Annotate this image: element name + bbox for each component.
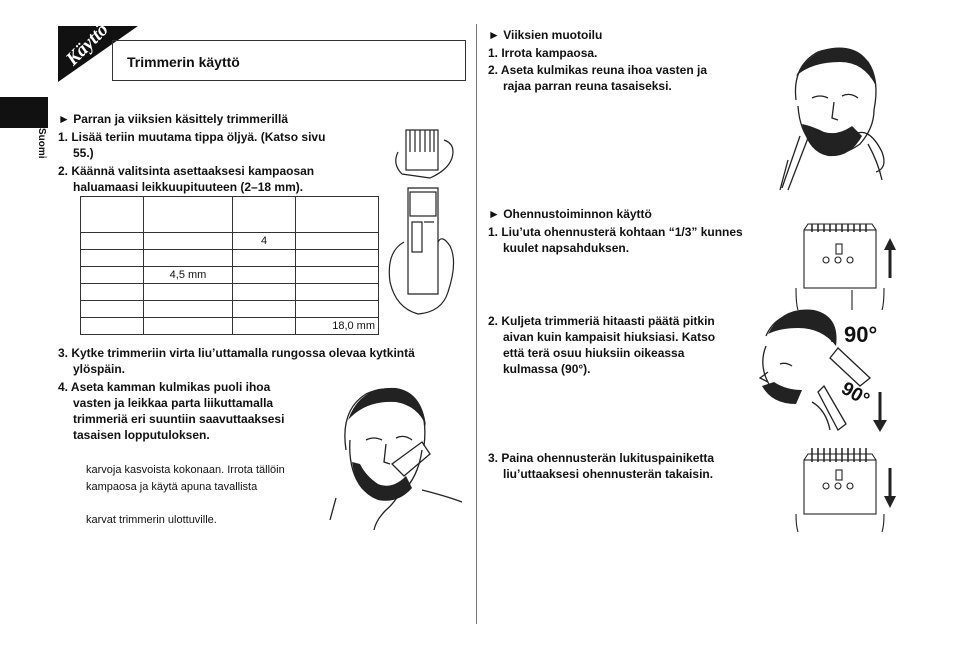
- column-divider: [476, 24, 477, 624]
- thinning-step2-line2: aivan kuin kampaisit hiuksiasi. Katso: [503, 330, 716, 344]
- moustache-trimming-illustration: [768, 40, 892, 198]
- step4-line1: 4. Aseta kamman kulmikas puoli ihoa: [58, 380, 271, 394]
- beard-trimming-illustration: [326, 380, 464, 530]
- step4-line2: vasten ja leikkaa parta liikuttamalla: [73, 396, 274, 410]
- table-row: 18,0 mm: [81, 318, 379, 335]
- step4-line4: tasaisen lopputuloksen.: [73, 428, 210, 442]
- step4-line3: trimmeriä eri suuntiin saavuttaaksesi: [73, 412, 285, 426]
- step3-line2: ylöspäin.: [73, 362, 126, 376]
- moustache-step2-line1: 2. Aseta kulmikas reuna ihoa vasten ja: [488, 63, 707, 77]
- side-tab: [0, 97, 48, 128]
- thinning-step1-line1: 1. Liu’uta ohennusterä kohtaan “1/3” kunnes: [488, 225, 743, 239]
- table-row: 4: [81, 233, 379, 250]
- angle-label-top: 90°: [844, 322, 878, 347]
- thinning-blade-up-illustration: [794, 220, 898, 310]
- note-line3: karvat trimmerin ulottuville.: [86, 514, 217, 526]
- section-title: Trimmerin käyttö: [127, 54, 240, 70]
- heading-beard-trimming: ► Parran ja viiksien käsittely trimmerillä: [58, 112, 288, 126]
- step2-line1: 2. Käännä valitsinta asettaaksesi kampaosan: [58, 164, 315, 178]
- thinning-step2-line3: että terä osuu hiuksiin oikeassa: [503, 346, 685, 360]
- thinning-step1-line2: kuulet napsahduksen.: [503, 241, 630, 255]
- cut-length-table: [80, 196, 379, 335]
- thinning-blade-down-illustration: [794, 446, 898, 532]
- table-header-row: [81, 197, 379, 233]
- moustache-step1: 1. Irrota kampaosa.: [488, 46, 598, 60]
- step3-line1: 3. Kytke trimmeriin virta liu’uttamalla rungossa olevaa kytkintä: [58, 346, 415, 360]
- table-row: [81, 284, 379, 301]
- heading-moustache: ► Viiksien muotoilu: [488, 28, 603, 42]
- thinning-step3-line1: 3. Paina ohennusterän lukituspainiketta: [488, 451, 715, 465]
- note-line1: karvoja kasvoista kokonaan. Irrota tällöin: [86, 464, 285, 476]
- trimmer-comb-illustration: [378, 122, 464, 322]
- section-tab-label: Käyttö: [62, 19, 113, 70]
- step1-line2: 55.): [73, 146, 94, 160]
- step1-line1: 1. Lisää teriin muutama tippa öljyä. (Katso sivu: [58, 130, 326, 144]
- language-label: Suomi: [36, 128, 47, 159]
- thinning-step2-line1: 2. Kuljeta trimmeriä hitaasti päätä pitkin: [488, 314, 715, 328]
- thinning-step2-line4: kulmassa (90°).: [503, 362, 591, 376]
- hair-thinning-illustration: [752, 306, 898, 436]
- moustache-step2-line2: rajaa parran reuna tasaiseksi.: [503, 79, 672, 93]
- angle-label-bottom: 90°: [837, 378, 873, 411]
- table-row: [81, 301, 379, 318]
- thinning-step3-line2: liu’uttaaksesi ohennusterän takaisin.: [503, 467, 714, 481]
- step2-line2: haluamaasi leikkuupituuteen (2–18 mm).: [73, 180, 304, 194]
- note-line2: kampaosa ja käytä apuna tavallista: [86, 481, 258, 493]
- table-row: 4,5 mm: [81, 267, 379, 284]
- table-row: [81, 250, 379, 267]
- heading-thinning: ► Ohennustoiminnon käyttö: [488, 207, 652, 221]
